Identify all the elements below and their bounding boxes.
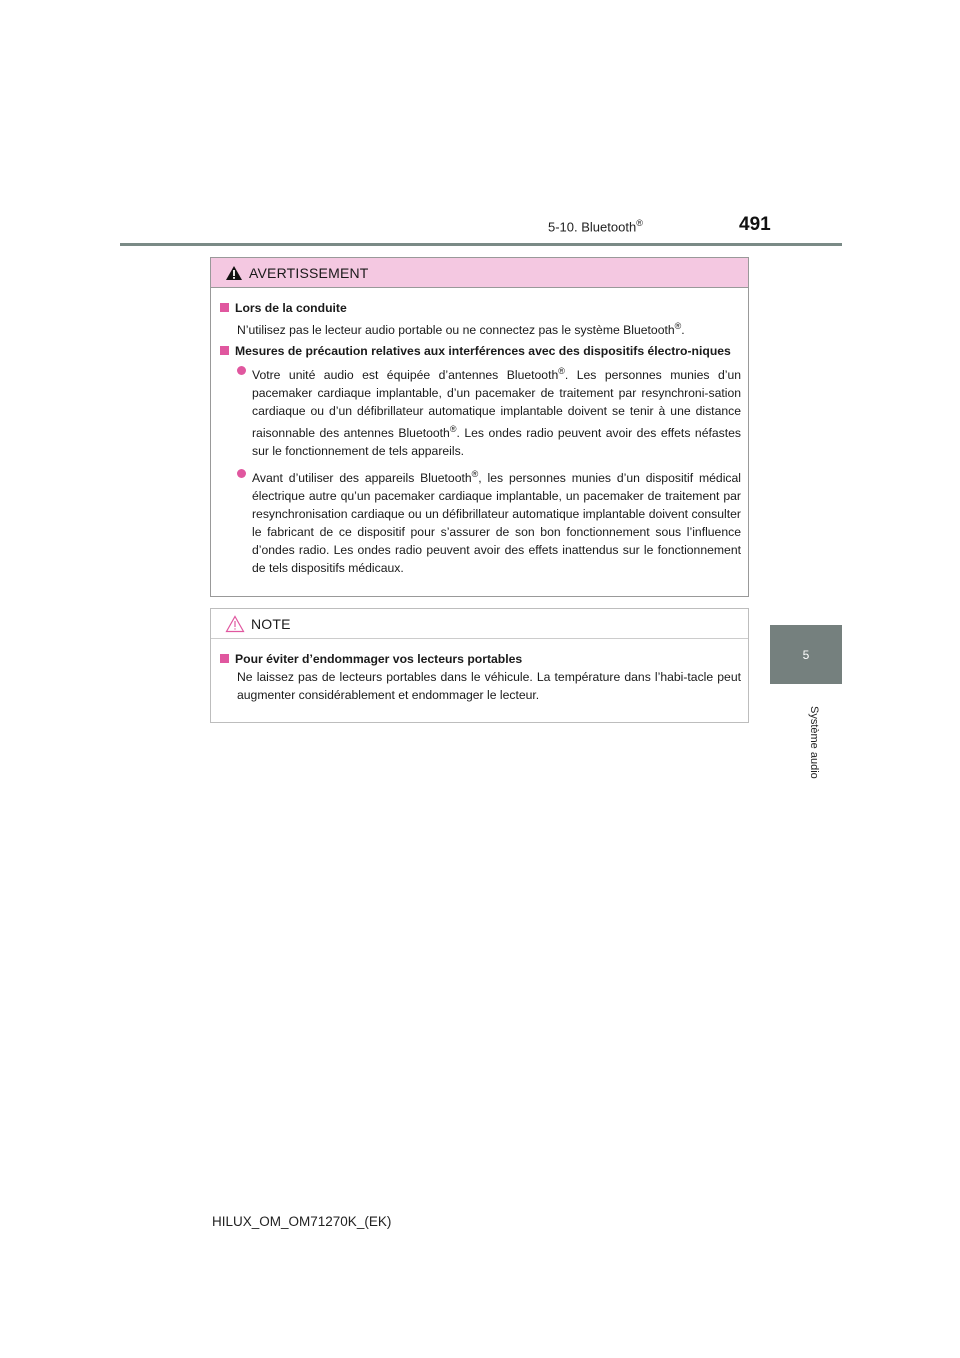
note-header [211, 609, 748, 639]
note-item-text: Ne laissez pas de lecteurs portables dans le véhicule. La température dans l’habi-tacle peut augmenter considérablement et endommager le lecteur. [237, 670, 741, 702]
warning-item-text: N’utilisez pas le lecteur audio portable ou ne connectez pas le système Bluetooth®. [237, 321, 685, 338]
list-item: Avant d’utiliser des appareils Bluetooth®, les personnes munies d’un dispositif médical électrique autre qu’un pacemaker cardiaque implantable, un pacemaker de traitement par resynchronisation cardiaque ou un défibrillateur automatique implantable doivent consulter le fabricant de ce dispositif pour s’assurer de son bon fonctionnement sous l’influence d’ondes radio. Les ondes radio peuvent avoir des effets inattendus sur le fonctionnement de tels dispositifs médicaux. [220, 465, 741, 577]
chapter-number: 5 [802, 647, 810, 662]
chapter-tab [770, 625, 842, 684]
circle-bullet-icon [237, 366, 246, 375]
caution-triangle-icon [225, 615, 245, 633]
warning-item-title: Mesures de précaution relatives aux interférences avec des dispositifs électro-niques [220, 342, 741, 360]
warning-triangle-icon [225, 265, 243, 281]
warning-heading: AVERTISSEMENT [249, 264, 369, 281]
circle-bullet-icon [237, 469, 246, 478]
document-code: HILUX_OM_OM71270K_(EK) [212, 1214, 392, 1229]
square-bullet-icon [220, 654, 229, 663]
header-rule [120, 243, 842, 246]
square-bullet-icon [220, 303, 229, 312]
chapter-title: Système audio [808, 705, 820, 779]
warning-box [210, 257, 749, 597]
list-item: Votre unité audio est équipée d’antennes Bluetooth®. Les personnes munies d’un pacemaker cardiaque implantable, d’un pacemaker de traitement par resynchroni-sation cardiaque ou d’un défibrillateur automatique implantable doivent se tenir à une distance raisonnable des antennes Bluetooth®. Les ondes radio peuvent avoir des effets néfastes sur le fonctionnement de tels appareils. [220, 362, 741, 460]
warning-item-title: Lors de la conduite [220, 299, 741, 317]
square-bullet-icon [220, 346, 229, 355]
note-item-title: Pour éviter d’endommager vos lecteurs portables [220, 650, 741, 668]
note-box [210, 608, 749, 723]
section-title: 5-10. Bluetooth® [548, 218, 643, 235]
note-heading: NOTE [251, 615, 291, 632]
warning-header [211, 258, 748, 288]
page-number: 491 [739, 214, 771, 235]
